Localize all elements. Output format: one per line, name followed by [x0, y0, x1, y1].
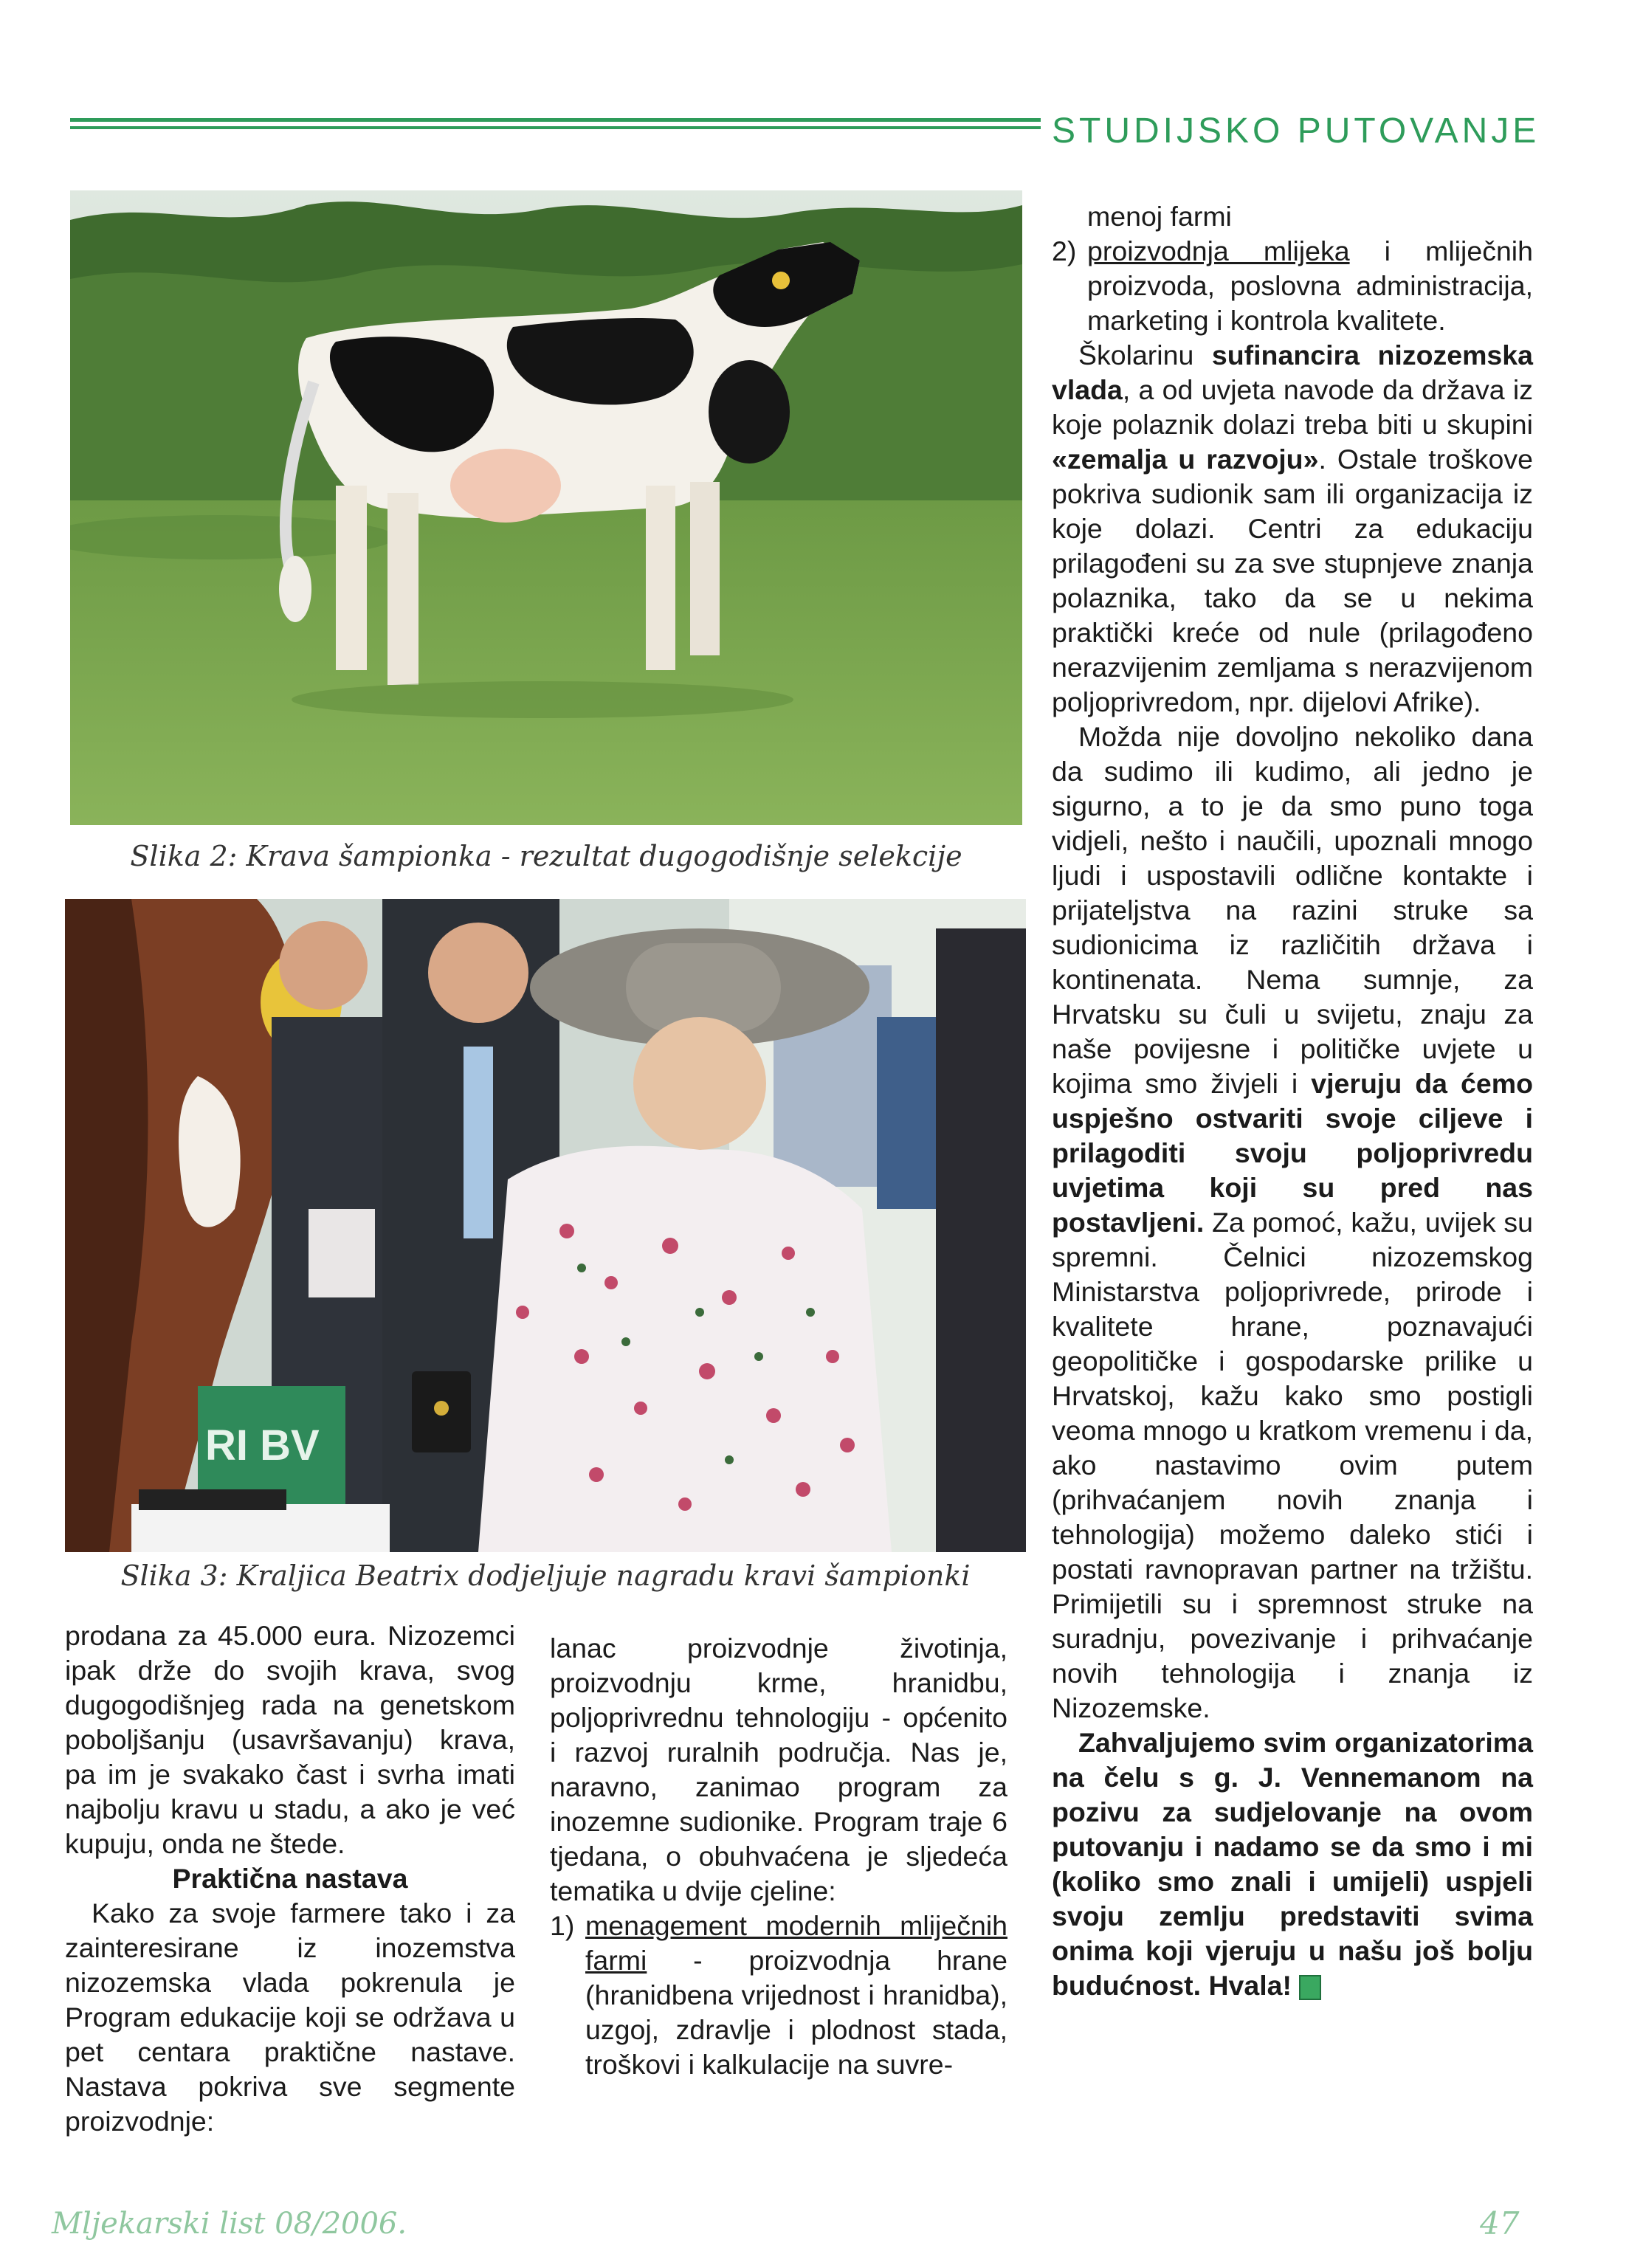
journal-footer: Mljekarski list 08/2006.	[52, 2207, 407, 2241]
list-item-body	[1087, 234, 1533, 338]
paragraph: prodana za 45.000 eura. Nizozemci ipak drže do svojih krava, svog dugogodišnjeg rada na genetskom poboljšanju (usavršavanju) krava, pa im je svakako čast i svrha imati najbolju kravu u stadu, a ako je već kupuju, onda ne štede.	[65, 1620, 515, 1859]
paragraph: Kako za svoje farmere tako i za zainteresirane iz inozemstva nizozemska vlada pokrenula je Program edukacije koji se održava u pet centara praktične nastave. Nastava pokriva sve segmente proizvodnje:	[65, 1898, 515, 2137]
list-item-text: - proizvodnja hrane (hranidbena vrijednost i hranidba), uzgoj, zdravlje i plodnost stada, troškovi i kalkulacije na suvre-	[585, 1945, 1007, 2080]
list-item	[550, 1909, 1007, 2082]
list-item-text: i mliječnih proizvoda, poslovna administracija, marketing i kontrola kvalitete.	[1087, 235, 1533, 336]
text-run: Možda nije dovoljno nekoliko dana da sudimo ili kudimo, ali jedno je sigurno, a to je da smo puno toga vidjeli, nešto i naučili, upoznali mnogo ljudi i uspostavili odlične kontakte i prijateljstva na razini struke sa sudionicima iz različitih država i kontinenata. Nema sumnje, za Hrvatsku su čuli u svijetu, znaju za naše povijesne i političke uvjete u kojima smo živjeli i	[1052, 721, 1533, 1099]
paragraph-continuation: menoj farmi	[1087, 201, 1232, 232]
text-run-bold: sufinancira nizozemska vlada	[1052, 339, 1533, 405]
text-run-bold: vjeruju da ćemo uspješno ostvariti svoje ciljeve i prilagoditi svoju poljoprivredu uvjetima koji su pred nas postavljeni.	[1052, 1068, 1533, 1238]
figure-caption-1: Slika 2: Krava šampionka - rezultat dugogodišnje selekcije	[130, 840, 962, 872]
header-rule	[70, 118, 1041, 137]
list-item-topic: proizvodnja mlijeka	[1087, 235, 1350, 266]
text-run: , a od uvjeta navode da država iz koje polaznik dolazi treba biti u skupini	[1052, 374, 1533, 440]
subheading-practical-training: Praktična nastava	[172, 1863, 408, 1894]
list-item-topic: menagement modernih mliječnih farmi	[585, 1910, 1007, 1976]
list-item-body	[585, 1909, 1007, 2082]
figure-caption-2: Slika 3: Kraljica Beatrix dodjeljuje nagradu kravi šampionki	[120, 1559, 971, 1592]
paragraph-thanks	[1052, 1726, 1533, 2003]
text-run: Za pomoć, kažu, uvijek su spremni. Čelnici nizozemskog Ministarstva poljoprivrede, prirode i kvalitete hrane, poznavajući geopolitičke i gospodarske prilike u Hrvatskoj, kažu kako smo postigli veoma mnogo u kratkom vremenu i da, ako nastavimo ovim putem (prihvaćanjem novih znanja i tehnologija) možemo daleko stići i postati ravnopravan partner na tržištu. Primijetili su i spremnost struke na suradnju, povezivanje i prihvaćanje novih tehnologija i znanja iz Nizozemske.	[1052, 1207, 1533, 1723]
paragraph	[1052, 338, 1533, 720]
text-run: Školarinu	[1078, 339, 1212, 370]
list-number: 2)	[1052, 235, 1077, 266]
photo-queen-award	[65, 899, 1026, 1552]
column-right	[1052, 199, 1533, 2003]
page-number: 47	[1480, 2205, 1520, 2241]
list-item	[1052, 234, 1533, 338]
shirt-logo-text: RI BV	[205, 1421, 320, 1469]
text-run-bold: Zahvaljujemo svim organizatorima na čelu s g. J. Vennemanom na pozivu za sudjelovanje na ovom putovanju i nadamo se da smo i mi (koliko smo znali i umijeli) uspjeli svoju zemlju predstaviti svima onima koji vjeruju u našu još bolju budućnost. Hvala!	[1052, 1727, 1533, 2001]
text-run: . Ostale troškove pokriva sudionik sam ili organizacija iz koje dolazi. Centri za edukaciju prilagođeni su za sve stupnjeve znanja polaznika, tako da se u nekima praktički kreće od nule (prilagođeno nerazvijenim zemljama s nerazvijenom poljoprivredom, npr. dijelovi Afrike).	[1052, 444, 1533, 717]
paragraph: lanac proizvodnje životinja, proizvodnju krme, hranidbu, poljoprivrednu tehnologiju - općenito i razvoj ruralnih područja. Nas je, naravno, zanimao program za inozemne sudionike. Program traje 6 tjedana, o obuhvaćena je sljedeća tematika u dvije cjeline:	[550, 1633, 1007, 1906]
end-of-article-icon	[1299, 1975, 1321, 2000]
column-left	[65, 1619, 515, 2139]
paragraph	[1052, 720, 1533, 1726]
text-run-bold: «zemalja u razvoju»	[1052, 444, 1319, 475]
list-number: 1)	[550, 1910, 575, 1941]
photo-champion-cow	[70, 190, 1022, 825]
section-title: STUDIJSKO PUTOVANJE	[1052, 111, 1540, 151]
column-middle	[550, 1631, 1007, 2082]
